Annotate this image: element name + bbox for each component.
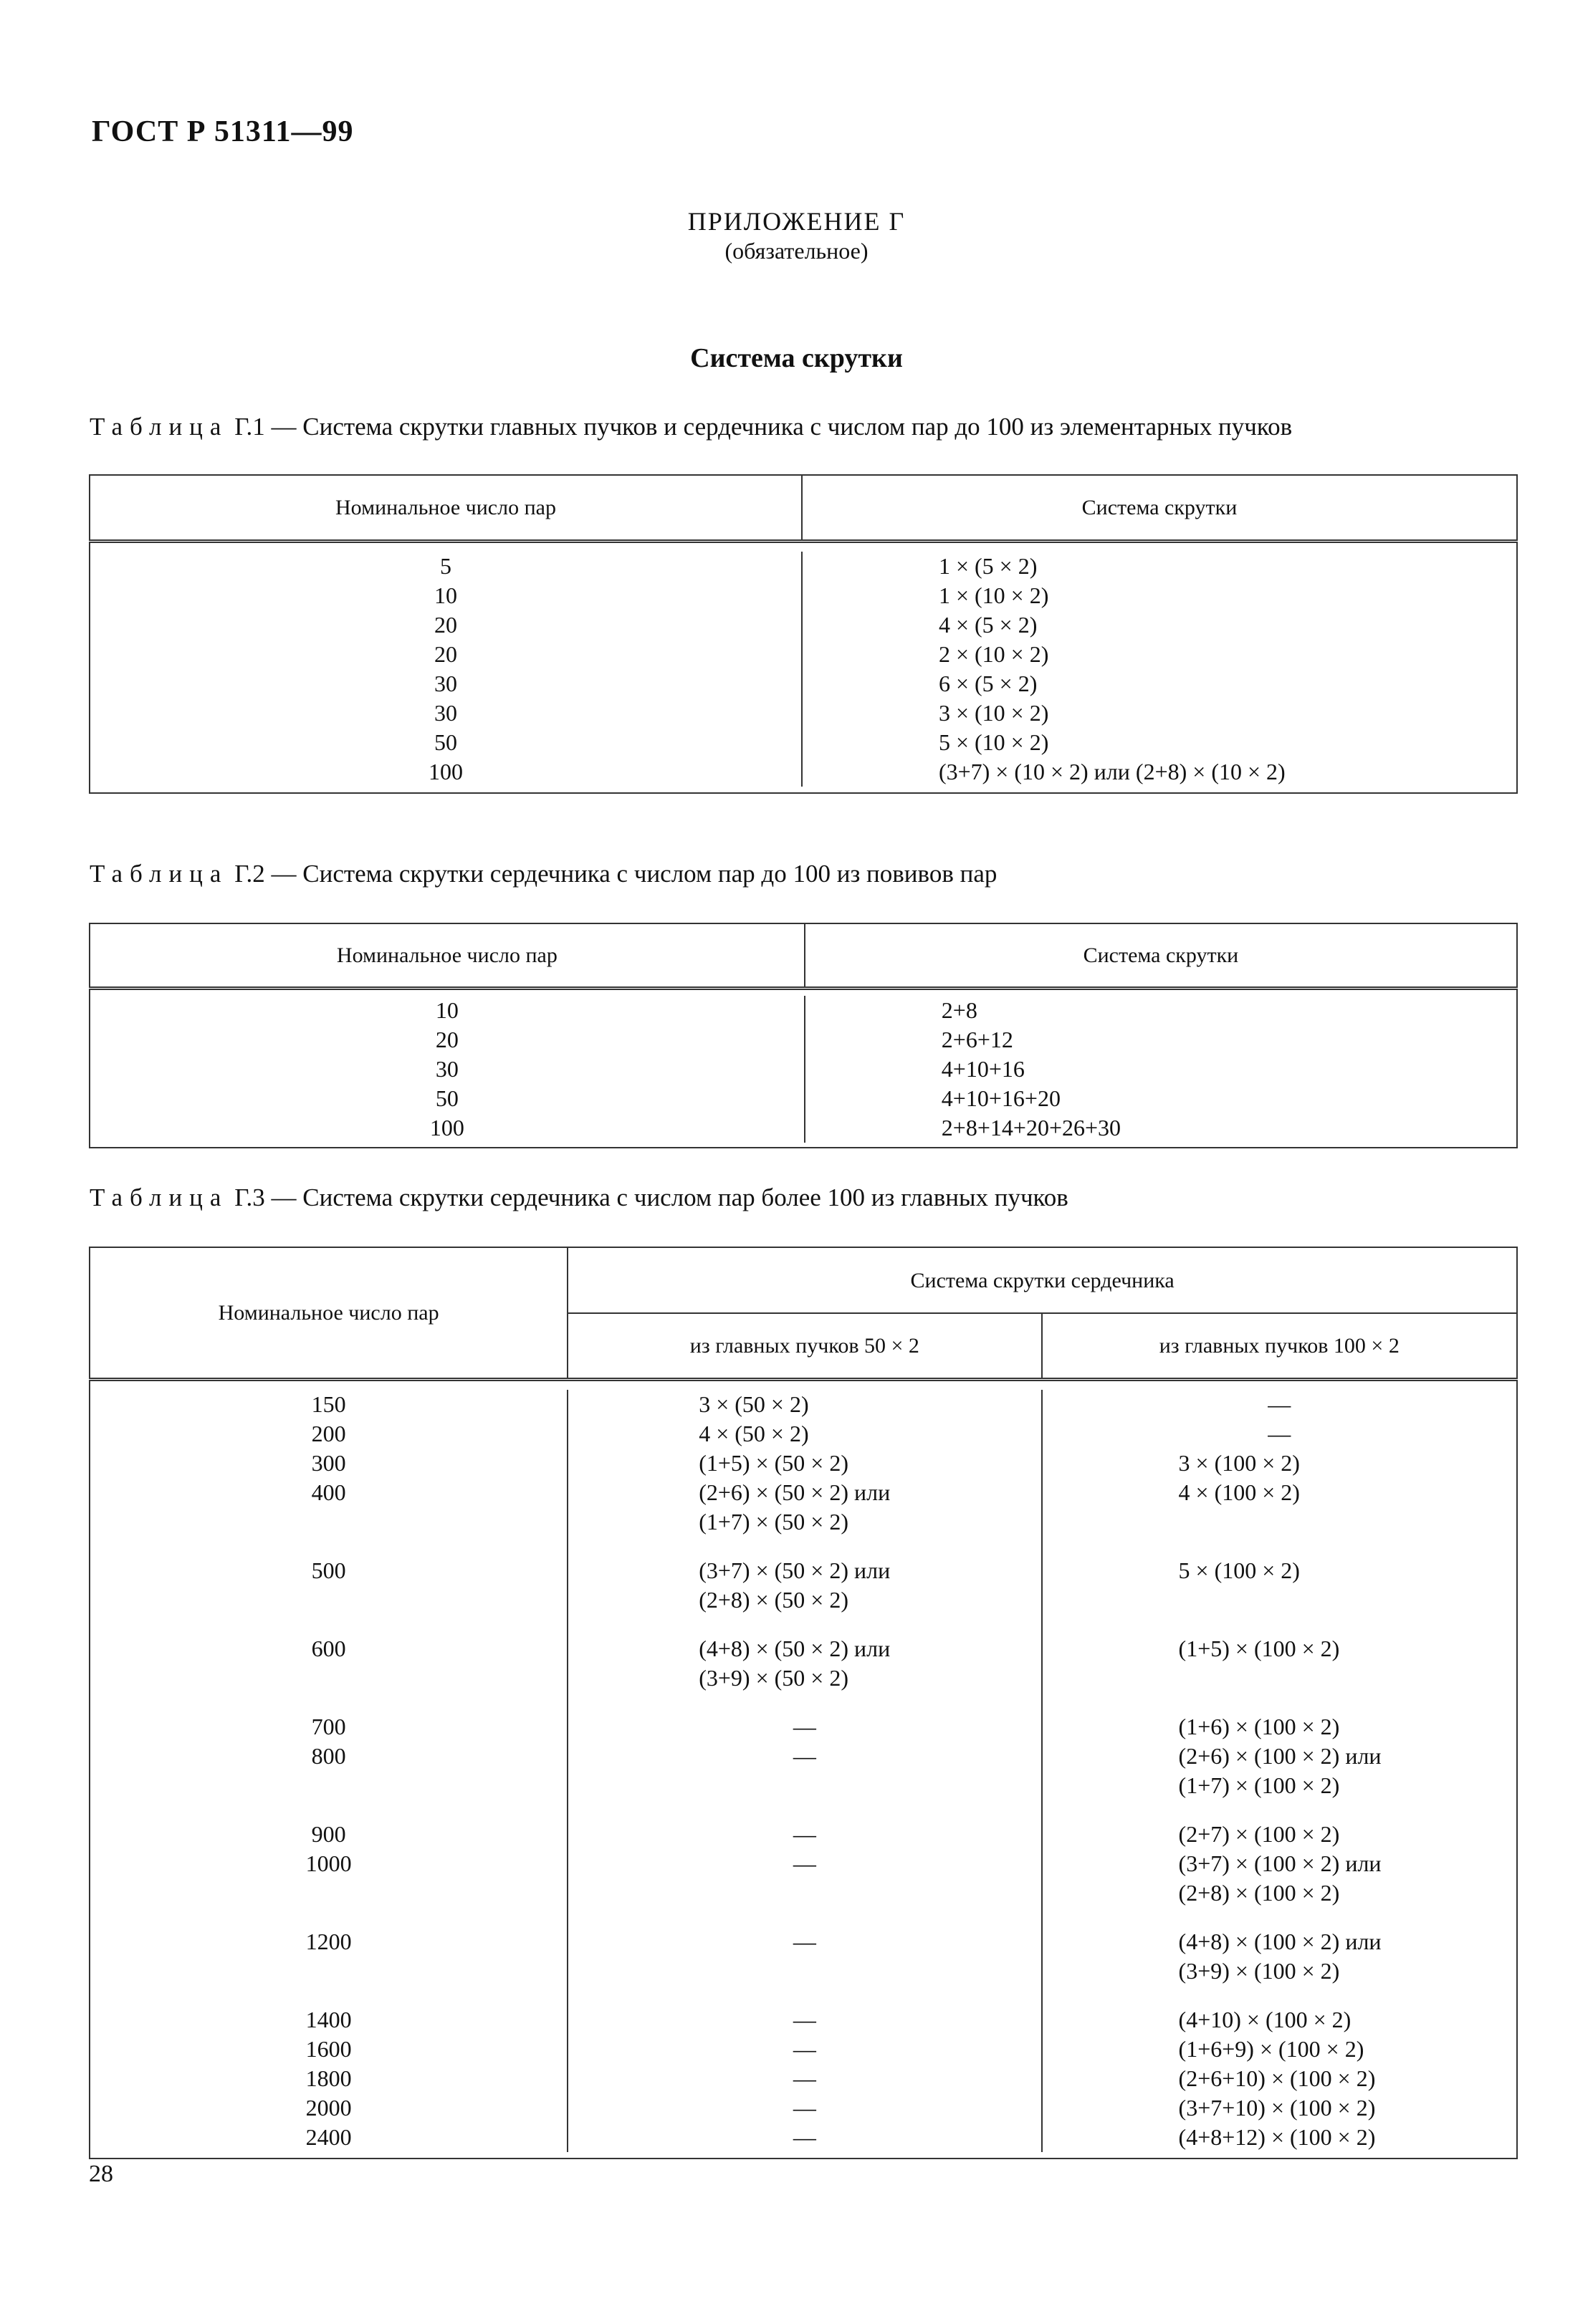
table1-caption-text: Г.1 — Система скрутки главных пучков и сердечника с числом пар до 100 из элементарных пучков: [228, 413, 1293, 441]
system-100-cell: (2+8) × (100 × 2): [1042, 1878, 1517, 1908]
pairs-cell: [90, 1878, 568, 1908]
pairs-cell: 5: [90, 552, 802, 581]
table1-header-system: Система скрутки: [802, 475, 1517, 541]
table-row: [90, 640, 1517, 669]
system-cell: 1 × (10 × 2): [802, 581, 1517, 610]
system-cell: 6 × (5 × 2): [802, 669, 1517, 698]
pairs-cell: [90, 1507, 568, 1537]
pairs-cell: 1000: [90, 1849, 568, 1878]
system-100-cell: (1+6) × (100 × 2): [1042, 1693, 1517, 1742]
table-row: [90, 698, 1517, 728]
system-100-cell: (4+8+12) × (100 × 2): [1042, 2123, 1517, 2152]
table-row: [90, 1025, 1517, 1055]
pairs-cell: 30: [90, 1055, 805, 1084]
system-50-cell: —: [568, 1693, 1041, 1742]
system-100-cell: (4+10) × (100 × 2): [1042, 1986, 1517, 2035]
table3: [89, 1247, 1518, 2159]
table3-header-sub50: из главных пучков 50 × 2: [568, 1313, 1041, 1379]
table-row: [90, 1878, 1517, 1908]
system-50-cell: (1+5) × (50 × 2): [568, 1449, 1041, 1478]
pairs-cell: 10: [90, 996, 805, 1025]
table2-caption-prefix: Таблица: [90, 860, 229, 888]
system-50-cell: —: [568, 1986, 1041, 2035]
system-100-cell: 3 × (100 × 2): [1042, 1449, 1517, 1478]
pairs-cell: 30: [90, 698, 802, 728]
system-50-cell: (2+8) × (50 × 2): [568, 1585, 1041, 1615]
table-row: [90, 1663, 1517, 1693]
table3-caption: [90, 1183, 1068, 1212]
pairs-cell: 150: [90, 1390, 568, 1419]
table-row: [90, 1800, 1517, 1849]
pairs-cell: 500: [90, 1537, 568, 1585]
table1-caption-prefix: Таблица: [90, 413, 229, 441]
system-50-cell: —: [568, 1742, 1041, 1771]
system-50-cell: —: [568, 1908, 1041, 1956]
system-cell: 1 × (5 × 2): [802, 552, 1517, 581]
table2-caption: [90, 860, 997, 888]
pairs-cell: 100: [90, 1113, 805, 1143]
table-row: [90, 757, 1517, 787]
system-100-cell: 5 × (100 × 2): [1042, 1537, 1517, 1585]
pairs-cell: 600: [90, 1615, 568, 1663]
table-row: [90, 669, 1517, 698]
system-100-cell: (1+5) × (100 × 2): [1042, 1615, 1517, 1663]
system-50-cell: —: [568, 1849, 1041, 1878]
system-cell: 4 × (5 × 2): [802, 610, 1517, 640]
system-50-cell: —: [568, 1800, 1041, 1849]
pairs-cell: 200: [90, 1419, 568, 1449]
system-100-cell: —: [1042, 1390, 1517, 1419]
pairs-cell: [90, 1585, 568, 1615]
table-row: [90, 1419, 1517, 1449]
system-100-cell: [1042, 1585, 1517, 1615]
system-50-cell: —: [568, 2123, 1041, 2152]
pairs-cell: 50: [90, 1084, 805, 1113]
pairs-cell: 2000: [90, 2093, 568, 2123]
system-cell: 2+8+14+20+26+30: [805, 1113, 1517, 1143]
system-cell: 3 × (10 × 2): [802, 698, 1517, 728]
table-row: [90, 2035, 1517, 2064]
system-100-cell: (3+7) × (100 × 2) или: [1042, 1849, 1517, 1878]
table-row: [90, 1390, 1517, 1419]
pairs-cell: 400: [90, 1478, 568, 1507]
system-cell: 2+6+12: [805, 1025, 1517, 1055]
table2-caption-text: Г.2 — Система скрутки сердечника с числом пар до 100 из повивов пар: [228, 860, 998, 888]
table-row: [90, 581, 1517, 610]
table-row: [90, 1956, 1517, 1986]
pairs-cell: [90, 1663, 568, 1693]
system-100-cell: (1+6+9) × (100 × 2): [1042, 2035, 1517, 2064]
table3-caption-prefix: Таблица: [90, 1183, 229, 1211]
table-row: [90, 728, 1517, 757]
system-50-cell: [568, 1771, 1041, 1800]
table3-header-pairs: Номинальное число пар: [90, 1247, 568, 1379]
pairs-cell: 100: [90, 757, 802, 787]
system-100-cell: [1042, 1507, 1517, 1537]
table-row: [90, 1693, 1517, 1742]
pairs-cell: 300: [90, 1449, 568, 1478]
system-cell: 2+8: [805, 996, 1517, 1025]
table-row: [90, 1084, 1517, 1113]
table-row: [90, 552, 1517, 581]
system-cell: (3+7) × (10 × 2) или (2+8) × (10 × 2): [802, 757, 1517, 787]
pairs-cell: 1200: [90, 1908, 568, 1956]
table-row: [90, 1478, 1517, 1507]
system-50-cell: 3 × (50 × 2): [568, 1390, 1041, 1419]
table-row: [90, 2123, 1517, 2152]
system-100-cell: (3+7+10) × (100 × 2): [1042, 2093, 1517, 2123]
system-100-cell: [1042, 1663, 1517, 1693]
pairs-cell: 20: [90, 610, 802, 640]
section-title: Система скрутки: [690, 343, 903, 373]
table-row: [90, 2064, 1517, 2093]
system-100-cell: (4+8) × (100 × 2) или: [1042, 1908, 1517, 1956]
document-code: ГОСТ Р 51311—99: [92, 115, 354, 148]
system-100-cell: (2+7) × (100 × 2): [1042, 1800, 1517, 1849]
appendix-subtitle: (обязательное): [724, 238, 869, 264]
table3-header-group: Система скрутки сердечника: [568, 1247, 1517, 1313]
system-cell: 2 × (10 × 2): [802, 640, 1517, 669]
table2-header-system: Система скрутки: [805, 923, 1517, 988]
pairs-cell: 700: [90, 1693, 568, 1742]
system-100-cell: —: [1042, 1419, 1517, 1449]
system-50-cell: —: [568, 2093, 1041, 2123]
table1: [89, 474, 1518, 794]
table-row: [90, 1449, 1517, 1478]
pairs-cell: 2400: [90, 2123, 568, 2152]
table-row: [90, 1507, 1517, 1537]
table-row: [90, 1113, 1517, 1143]
system-100-cell: (3+9) × (100 × 2): [1042, 1956, 1517, 1986]
table-row: [90, 1742, 1517, 1771]
system-50-cell: 4 × (50 × 2): [568, 1419, 1041, 1449]
table-row: [90, 1771, 1517, 1800]
table-row: [90, 1055, 1517, 1084]
system-cell: 5 × (10 × 2): [802, 728, 1517, 757]
system-50-cell: (3+7) × (50 × 2) или: [568, 1537, 1041, 1585]
pairs-cell: [90, 1771, 568, 1800]
system-100-cell: 4 × (100 × 2): [1042, 1478, 1517, 1507]
table-row: [90, 1537, 1517, 1585]
appendix-title: ПРИЛОЖЕНИЕ Г: [687, 207, 906, 236]
table-row: [90, 610, 1517, 640]
table1-caption: [90, 413, 1292, 441]
pairs-cell: 900: [90, 1800, 568, 1849]
system-50-cell: (1+7) × (50 × 2): [568, 1507, 1041, 1537]
system-50-cell: —: [568, 2035, 1041, 2064]
system-100-cell: (1+7) × (100 × 2): [1042, 1771, 1517, 1800]
table-row: [90, 996, 1517, 1025]
pairs-cell: 1600: [90, 2035, 568, 2064]
pairs-cell: 10: [90, 581, 802, 610]
table-row: [90, 1585, 1517, 1615]
system-50-cell: —: [568, 2064, 1041, 2093]
pairs-cell: 50: [90, 728, 802, 757]
system-50-cell: (4+8) × (50 × 2) или: [568, 1615, 1041, 1663]
system-cell: 4+10+16: [805, 1055, 1517, 1084]
table2-header-pairs: Номинальное число пар: [90, 923, 805, 988]
system-50-cell: (3+9) × (50 × 2): [568, 1663, 1041, 1693]
pairs-cell: [90, 1956, 568, 1986]
pairs-cell: 20: [90, 640, 802, 669]
pairs-cell: 20: [90, 1025, 805, 1055]
table-row: [90, 1615, 1517, 1663]
pairs-cell: 1800: [90, 2064, 568, 2093]
table2: [89, 923, 1518, 1148]
table-row: [90, 1908, 1517, 1956]
system-50-cell: [568, 1878, 1041, 1908]
system-50-cell: [568, 1956, 1041, 1986]
table3-caption-text: Г.3 — Система скрутки сердечника с числом пар более 100 из главных пучков: [228, 1183, 1068, 1211]
table-row: [90, 2093, 1517, 2123]
table1-header-pairs: Номинальное число пар: [90, 475, 802, 541]
pairs-cell: 800: [90, 1742, 568, 1771]
system-cell: 4+10+16+20: [805, 1084, 1517, 1113]
pairs-cell: 30: [90, 669, 802, 698]
system-50-cell: (2+6) × (50 × 2) или: [568, 1478, 1041, 1507]
table-row: [90, 1849, 1517, 1878]
pairs-cell: 1400: [90, 1986, 568, 2035]
system-100-cell: (2+6) × (100 × 2) или: [1042, 1742, 1517, 1771]
table3-header-sub100: из главных пучков 100 × 2: [1042, 1313, 1517, 1379]
table-row: [90, 1986, 1517, 2035]
system-100-cell: (2+6+10) × (100 × 2): [1042, 2064, 1517, 2093]
page-number: 28: [89, 2161, 113, 2187]
